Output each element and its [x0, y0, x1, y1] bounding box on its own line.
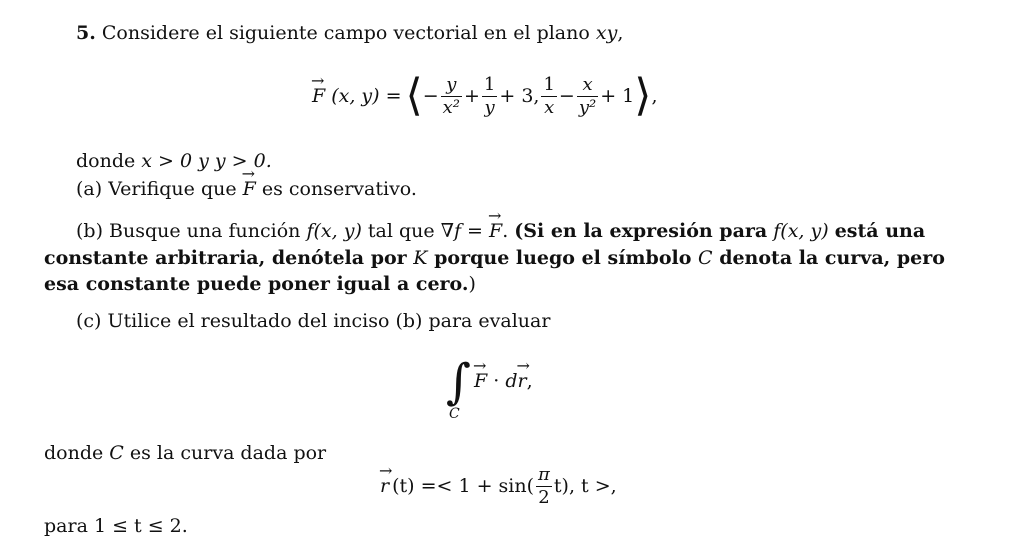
part-c: [76, 310, 550, 333]
part-b-line3-text: esa constante puede poner igual a cero.: [44, 273, 469, 295]
frac-pi-over-2: [536, 464, 552, 509]
part-b-label: (b): [76, 220, 103, 242]
integrand-end: ,: [526, 370, 533, 392]
frac-y-over-x2: [441, 74, 462, 119]
domain-condition: x > 0 y y > 0.: [141, 150, 272, 172]
curve-formula: [380, 462, 617, 510]
part-b-F: → F: [489, 220, 502, 243]
part-b-text2: tal que: [367, 220, 435, 242]
field-plus: +: [463, 84, 480, 107]
part-a-text: Verifique que: [108, 178, 237, 200]
intro-text: Considere el siguiente campo vectorial en el plano: [101, 22, 590, 44]
domain-text: donde: [76, 150, 136, 172]
field-args: (x, y) =: [331, 84, 402, 107]
part-c-label: (c): [76, 310, 102, 332]
integrand-F: → F: [474, 370, 487, 393]
frac2-den: y: [484, 96, 495, 118]
field-minus: −: [422, 84, 439, 107]
part-b-line1: [76, 220, 925, 243]
field-trail: ,: [651, 84, 658, 107]
right-angle: ⟩: [634, 70, 652, 121]
integrand-dot: ·: [493, 370, 500, 392]
problem-statement-intro: [76, 22, 623, 45]
curve-rhs: t), t >,: [553, 474, 617, 497]
part-b-line2c: denota la curva, pero: [719, 247, 945, 269]
curve-r: → r: [380, 475, 389, 498]
frac1-num: y: [441, 74, 462, 97]
part-b-dot: .: [502, 220, 509, 242]
intro-comma: ,: [617, 22, 624, 44]
part-b-line2b: porque luego el símbolo: [434, 247, 692, 269]
part-a: [76, 178, 417, 201]
part-b-bold1: (Si en la expresión para: [514, 220, 768, 242]
part-a-label: (a): [76, 178, 103, 200]
frac-x-over-y2: [577, 74, 598, 119]
part-b-f: f(x, y): [306, 220, 362, 242]
part-b-line2: [44, 247, 945, 270]
part-b-bold2: está una: [834, 220, 926, 242]
part-a-F: → F: [243, 178, 256, 201]
part-b-K: K: [413, 247, 428, 269]
curve-text2: es la curva dada por: [129, 442, 327, 464]
part-a-text2: es conservativo.: [261, 178, 417, 200]
frac4-num: x: [577, 74, 598, 97]
integrand: [474, 370, 533, 393]
frac1-den: x²: [442, 96, 460, 118]
field-plus3: + 3,: [499, 84, 540, 107]
field-plus1: + 1: [600, 84, 635, 107]
field-minus2: −: [558, 84, 575, 107]
part-b-line2a: constante arbitraria, denótela por: [44, 247, 407, 269]
part-b-text: Busque una función: [109, 220, 301, 242]
frac-1-over-x: [541, 74, 556, 119]
intro-plane: xy: [595, 22, 618, 44]
pi-den: 2: [538, 486, 550, 508]
part-b-line3: [44, 273, 476, 296]
part-b-C: C: [698, 247, 713, 269]
frac4-den: y²: [578, 96, 597, 118]
integral-subscript: C: [449, 406, 460, 422]
curve-description: [44, 442, 326, 465]
curve-C: C: [109, 442, 124, 464]
problem-number: 5.: [76, 22, 96, 44]
frac2-num: 1: [483, 73, 496, 95]
frac-1-over-y: [482, 74, 497, 119]
part-b-grad: ∇f =: [440, 220, 483, 242]
integral-sign: ∫: [446, 354, 472, 410]
curve-lhs: (t) =< 1 + sin(: [392, 474, 535, 497]
pi-num: π: [538, 463, 550, 485]
vector-field-formula: [312, 66, 658, 126]
part-b-bold-f: f(x, y): [773, 220, 829, 242]
curve-text: donde: [44, 442, 104, 464]
parameter-range: para 1 ≤ t ≤ 2.: [44, 515, 188, 537]
field-F-symbol: → F: [312, 85, 325, 108]
frac3-num: 1: [543, 73, 555, 95]
frac3-den: x: [544, 96, 555, 118]
integrand-d: d: [505, 370, 518, 392]
part-c-text: Utilice el resultado del inciso (b) para evaluar: [107, 310, 551, 332]
left-angle: ⟨: [405, 70, 423, 121]
integrand-r: → r: [518, 370, 527, 393]
part-b-line3-end: ): [468, 273, 476, 295]
